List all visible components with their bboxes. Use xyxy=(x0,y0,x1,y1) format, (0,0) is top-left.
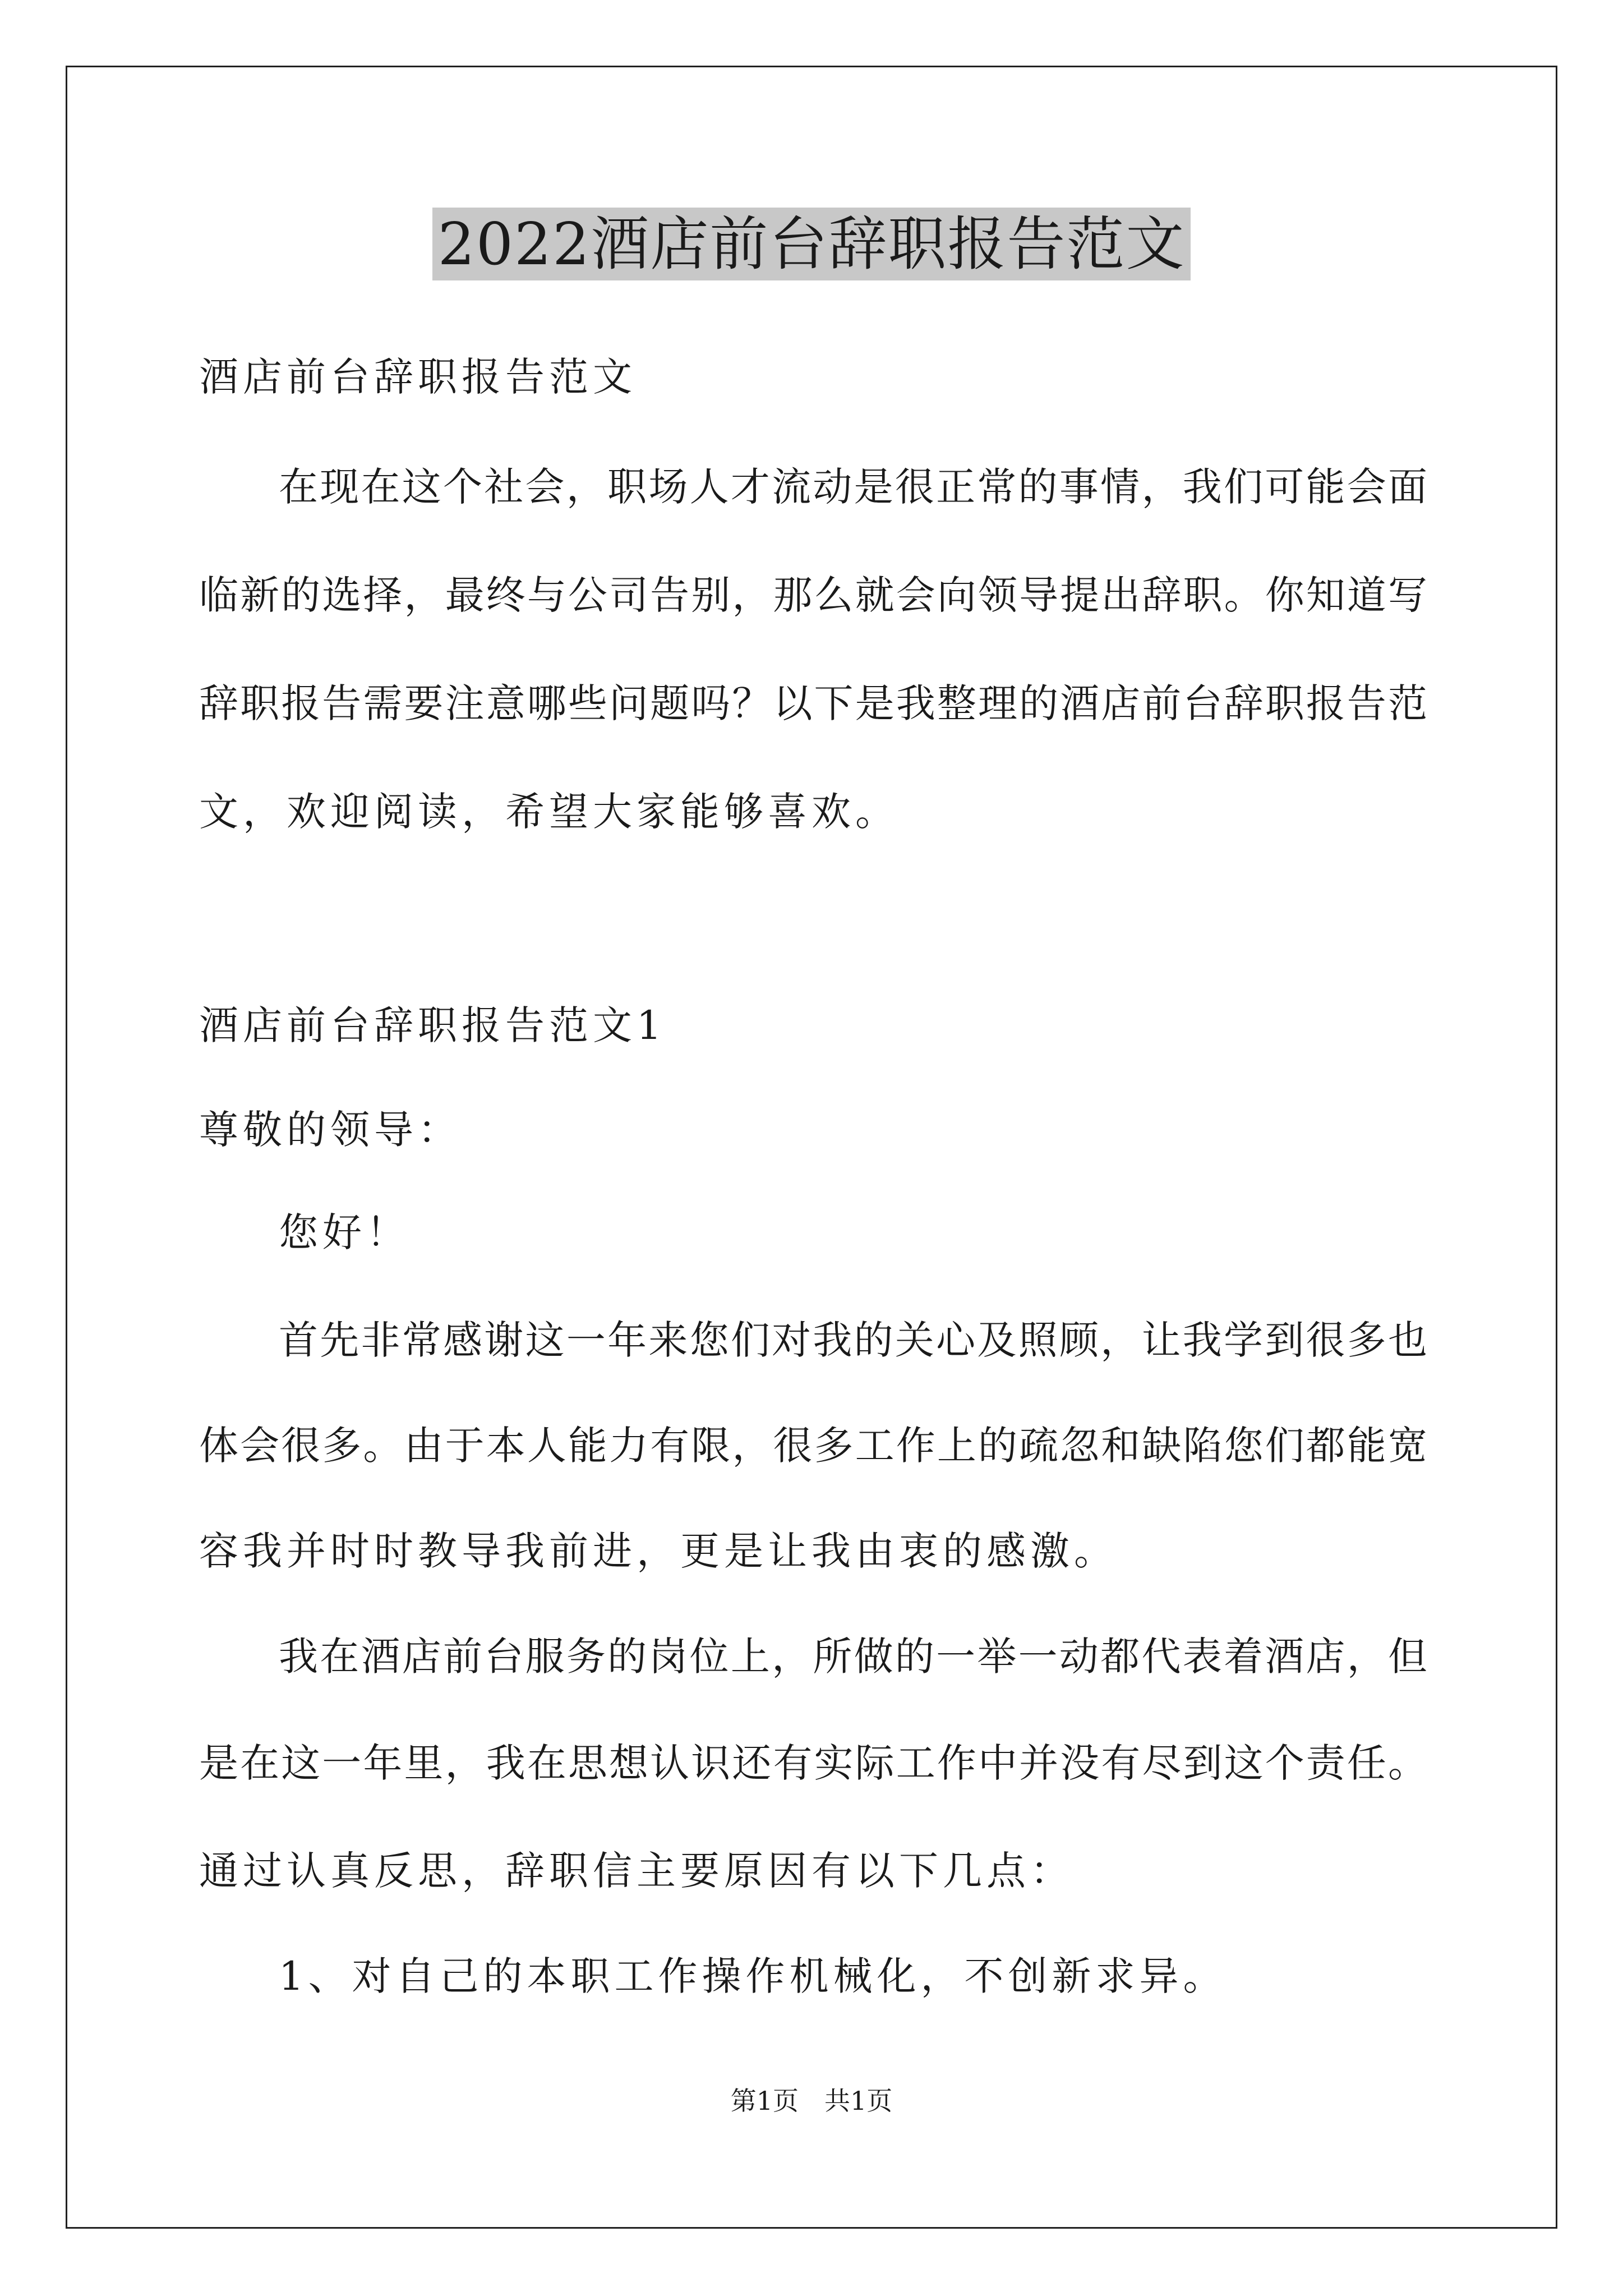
para2-line-1: 我在酒店前台服务的岗位上，所做的一举一动都代表着酒店，但 xyxy=(279,1634,1427,1680)
document-title xyxy=(0,202,1623,286)
page-footer: 第1页 共1页 xyxy=(730,2086,893,2116)
intro-line-3: 辞职报告需要注意哪些问题吗？以下是我整理的酒店前台辞职报告范 xyxy=(199,680,1427,726)
para1-line-2: 体会很多。由于本人能力有限，很多工作上的疏忽和缺陷您们都能宽 xyxy=(199,1423,1427,1469)
para2-line-3: 通过认真反思，辞职信主要原因有以下几点： xyxy=(199,1848,1074,1894)
letter-greeting: 您好！ xyxy=(279,1209,410,1255)
para1-line-3: 容我并时时教导我前进，更是让我由衷的感激。 xyxy=(199,1528,1118,1574)
para2-line-2: 是在这一年里，我在思想认识还有实际工作中并没有尽到这个责任。 xyxy=(199,1740,1427,1786)
intro-line-4: 文，欢迎阅读，希望大家能够喜欢。 xyxy=(199,789,899,835)
intro-line-1: 在现在这个社会，职场人才流动是很正常的事情，我们可能会面 xyxy=(279,464,1427,510)
para1-line-1: 首先非常感谢这一年来您们对我的关心及照顾，让我学到很多也 xyxy=(279,1317,1427,1363)
document-subtitle: 酒店前台辞职报告范文 xyxy=(199,354,637,400)
section-heading: 酒店前台辞职报告范文1 xyxy=(199,1002,666,1048)
letter-salutation: 尊敬的领导： xyxy=(199,1107,462,1153)
intro-line-2: 临新的选择，最终与公司告别，那么就会向领导提出辞职。你知道写 xyxy=(199,572,1427,618)
document-title-text: 2022酒店前台辞职报告范文 xyxy=(432,208,1191,280)
list-point-1: 1、对自己的本职工作操作机械化，不创新求异。 xyxy=(279,1953,1227,1999)
